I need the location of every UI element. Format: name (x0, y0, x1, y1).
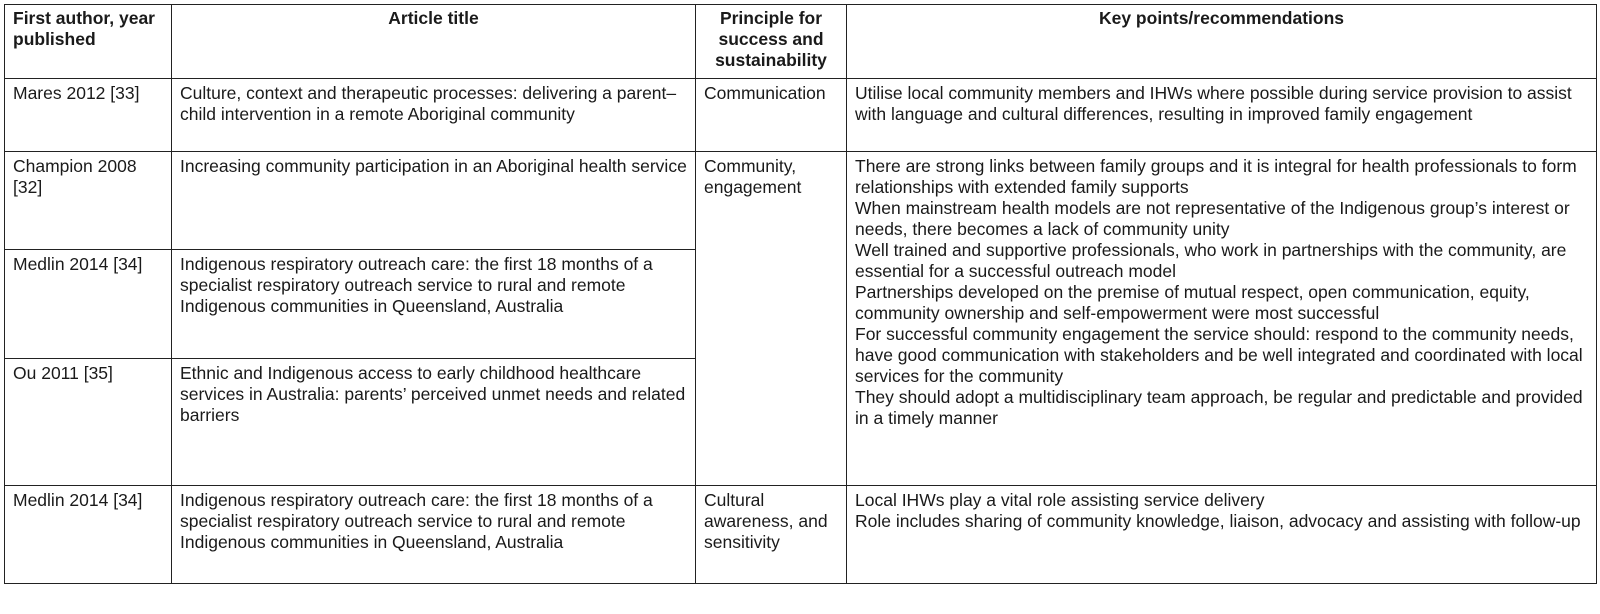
title-cell: Ethnic and Indigenous access to early childhood healthcare services in Australia: parents’ perceived unmet needs and related barriers (172, 359, 696, 486)
author-cell: Mares 2012 [33] (5, 79, 172, 152)
author-cell: Ou 2011 [35] (5, 359, 172, 486)
title-cell: Indigenous respiratory outreach care: the first 18 months of a specialist respiratory outreach service to rural and remote Indigenous communities in Queensland, Australia (172, 486, 696, 584)
principle-cell: Community, engagement (696, 152, 847, 486)
key-point: Local IHWs play a vital role assisting service delivery (855, 490, 1265, 510)
key-points-cell (847, 152, 1597, 486)
key-point: Well trained and supportive professionals, who work in partnerships with the community, are essential for a successful outreach model (855, 240, 1567, 281)
key-point: For successful community engagement the service should: respond to the community needs, have good communication with stakeholders and be well integrated and coordinated with local services for the community (855, 324, 1583, 386)
author-cell: Medlin 2014 [34] (5, 486, 172, 584)
principle-cell: Communication (696, 79, 847, 152)
key-points-cell (847, 79, 1597, 152)
author-cell: Medlin 2014 [34] (5, 250, 172, 359)
table-row (5, 152, 1597, 250)
header-article-title: Article title (172, 5, 696, 79)
key-point: They should adopt a multidisciplinary team approach, be regular and predictable and provided in a timely manner (855, 387, 1583, 428)
key-point: Role includes sharing of community knowledge, liaison, advocacy and assisting with follow-up (855, 511, 1581, 531)
title-cell: Culture, context and therapeutic processes: delivering a parent–child intervention in a remote Aboriginal community (172, 79, 696, 152)
principle-cell: Cultural awareness, and sensitivity (696, 486, 847, 584)
table-row (5, 486, 1597, 584)
key-point: Utilise local community members and IHWs where possible during service provision to assist with language and cultural differences, resulting in improved family engagement (855, 83, 1572, 124)
author-cell: Champion 2008 [32] (5, 152, 172, 250)
key-point: When mainstream health models are not representative of the Indigenous group’s interest or needs, there becomes a lack of community unity (855, 198, 1570, 239)
title-cell: Increasing community participation in an Aboriginal health service (172, 152, 696, 250)
title-cell: Indigenous respiratory outreach care: the first 18 months of a specialist respiratory outreach service to rural and remote Indigenous communities in Queensland, Australia (172, 250, 696, 359)
principles-table (4, 4, 1597, 584)
header-key-points: Key points/recommendations (847, 5, 1597, 79)
key-point: There are strong links between family groups and it is integral for health professionals to form relationships with extended family supports (855, 156, 1577, 197)
key-point: Partnerships developed on the premise of mutual respect, open communication, equity, community ownership and self-empowerment were most successful (855, 282, 1530, 323)
table-row (5, 79, 1597, 152)
key-points-cell (847, 486, 1597, 584)
header-principle: Principle for success and sustainability (696, 5, 847, 79)
header-row (5, 5, 1597, 79)
header-author-year: First author, year published (5, 5, 172, 79)
